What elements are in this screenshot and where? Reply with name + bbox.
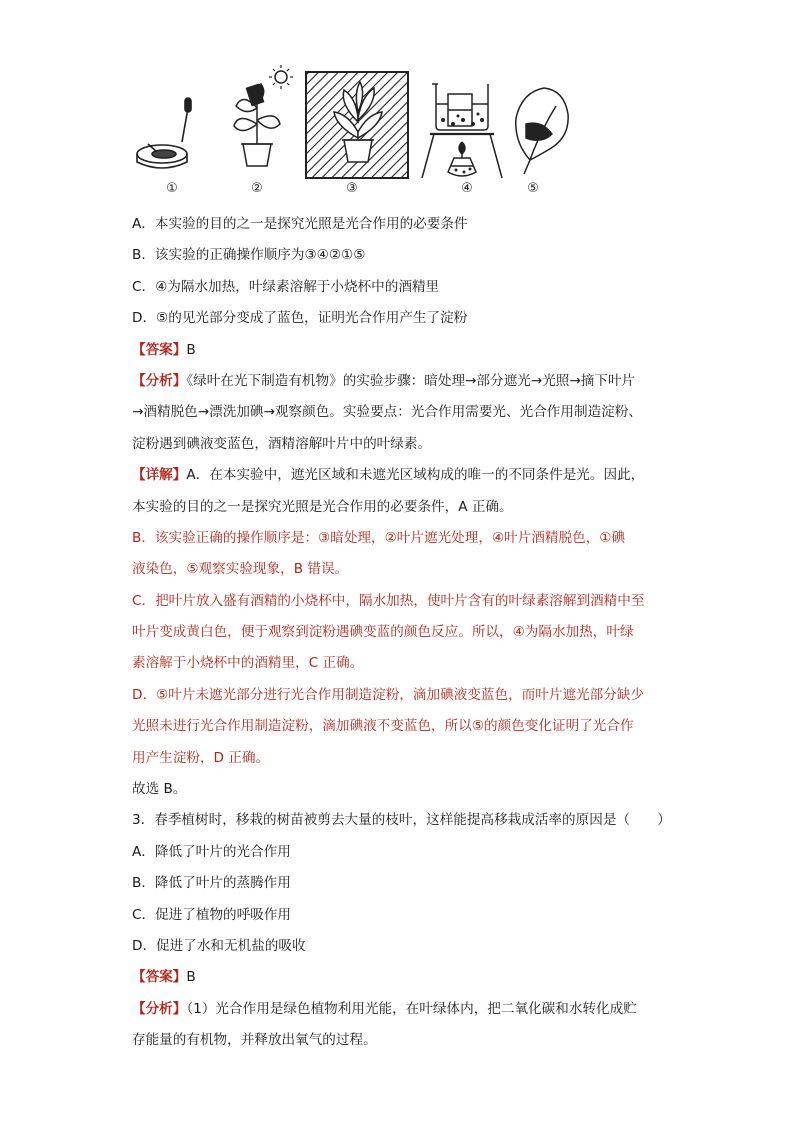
water-bath-beaker-on-burner-icon (422, 84, 502, 178)
q3-option-a: A．降低了叶片的光合作用 (132, 843, 291, 860)
q2-conclusion: 故选 B。 (132, 781, 187, 798)
q2-detail-line-10: 用产生淀粉，D 正确。 (132, 749, 270, 766)
q3-analysis-text-1: （1）光合作用是绿色植物利用光能，在叶绿体内，把二氧化碳和水转化成贮 (186, 1000, 637, 1017)
q2-answer-tag: 【答案】 (132, 341, 187, 358)
q2-detail-line-5: C．把叶片放入盛有酒精的小烧杯中，隔水加热，使叶片含有的叶绿素溶解到酒精中至 (132, 592, 645, 609)
q2-analysis-line-3: 淀粉遇到碘液变蓝色，酒精溶解叶片中的叶绿素。 (132, 435, 432, 452)
plant-in-dark-box-icon (306, 72, 408, 178)
petri-dish-with-dropper-icon (137, 98, 191, 168)
q3-answer-value: B (186, 969, 196, 986)
q3-option-b: B．降低了叶片的蒸腾作用 (132, 875, 291, 892)
q2-detail-line-3: B．该实验正确的操作顺序是：③暗处理，②叶片遮光处理，④叶片酒精脱色，①碘 (132, 529, 626, 546)
q3-answer (132, 962, 672, 993)
q2-detail-tag: 【详解】 (132, 467, 187, 484)
q2-detail-line-4: 液染色，⑤观察实验现象，B 错误。 (132, 561, 349, 578)
q2-answer (132, 335, 672, 366)
q2-analysis-text-1: 《绿叶在光下制造有机物》的实验步骤：暗处理→部分遮光→光照→摘下叶片 (186, 372, 636, 389)
q2-detail-line-1 (132, 460, 672, 491)
document-body (132, 209, 672, 1057)
figure-label-3: ③ (346, 181, 358, 196)
q3-analysis-tag: 【分析】 (132, 1000, 187, 1017)
q2-option-a: A．本实验的目的之一是探究光照是光合作用的必要条件 (132, 216, 468, 232)
q2-analysis-line-2: →酒精脱色→漂洗加碘→观察颜色。实验要点：光合作用需要光、光合作用制造淀粉、 (132, 404, 642, 421)
q3-stem: 3．春季植树时，移栽的树苗被剪去大量的枝叶，这样能提高移栽成活率的原因是（ ） (132, 812, 671, 829)
q3-option-d: D．促进了水和无机盐的吸收 (132, 937, 306, 954)
q2-analysis-line-1 (132, 366, 672, 397)
q2-detail-line-2: 本实验的目的之一是探究光照是光合作用的必要条件，A 正确。 (132, 498, 513, 515)
q2-detail-line-9: 光照未进行光合作用制造淀粉，滴加碘液不变蓝色，所以⑤的颜色变化证明了光合作 (132, 718, 634, 735)
q3-analysis-line-2: 存能量的有机物，并释放出氧气的过程。 (132, 1032, 377, 1049)
figure-label-2: ② (251, 181, 263, 196)
q2-analysis-tag: 【分析】 (132, 372, 187, 389)
figure-labels (130, 181, 580, 199)
leaf-icon (516, 88, 568, 174)
q2-detail-line-8: D．⑤叶片未遮光部分进行光合作用制造淀粉，滴加碘液变蓝色，而叶片遮光部分缺少 (132, 686, 645, 703)
figure-label-4: ④ (461, 181, 473, 196)
q3-answer-tag: 【答案】 (132, 969, 187, 986)
potted-plant-with-covered-leaf-icon (234, 65, 293, 166)
q2-option-b: B．该实验的正确操作顺序为③④②①⑤ (132, 247, 366, 264)
q2-detail-line-7: 素溶解于小烧杯中的酒精里，C 正确。 (132, 655, 364, 672)
q3-option-c: C．促进了植物的呼吸作用 (132, 906, 292, 923)
q2-detail-line-6: 叶片变成黄白色，便于观察到淀粉遇碘变蓝的颜色反应。所以，④为隔水加热，叶绿 (132, 624, 634, 641)
q3-analysis-line-1 (132, 994, 672, 1025)
q2-answer-value: B (186, 341, 196, 358)
figure-label-1: ① (166, 181, 178, 196)
figure-label-5: ⑤ (527, 181, 539, 196)
q2-detail-text-1: A．在本实验中，遮光区域和未遮光区域构成的唯一的不同条件是光。因此， (186, 467, 645, 484)
q2-option-d: D．⑤的见光部分变成了蓝色，证明光合作用产生了淀粉 (132, 310, 468, 327)
q2-option-c: C．④为隔水加热，叶绿素溶解于小烧杯中的酒精里 (132, 278, 440, 295)
